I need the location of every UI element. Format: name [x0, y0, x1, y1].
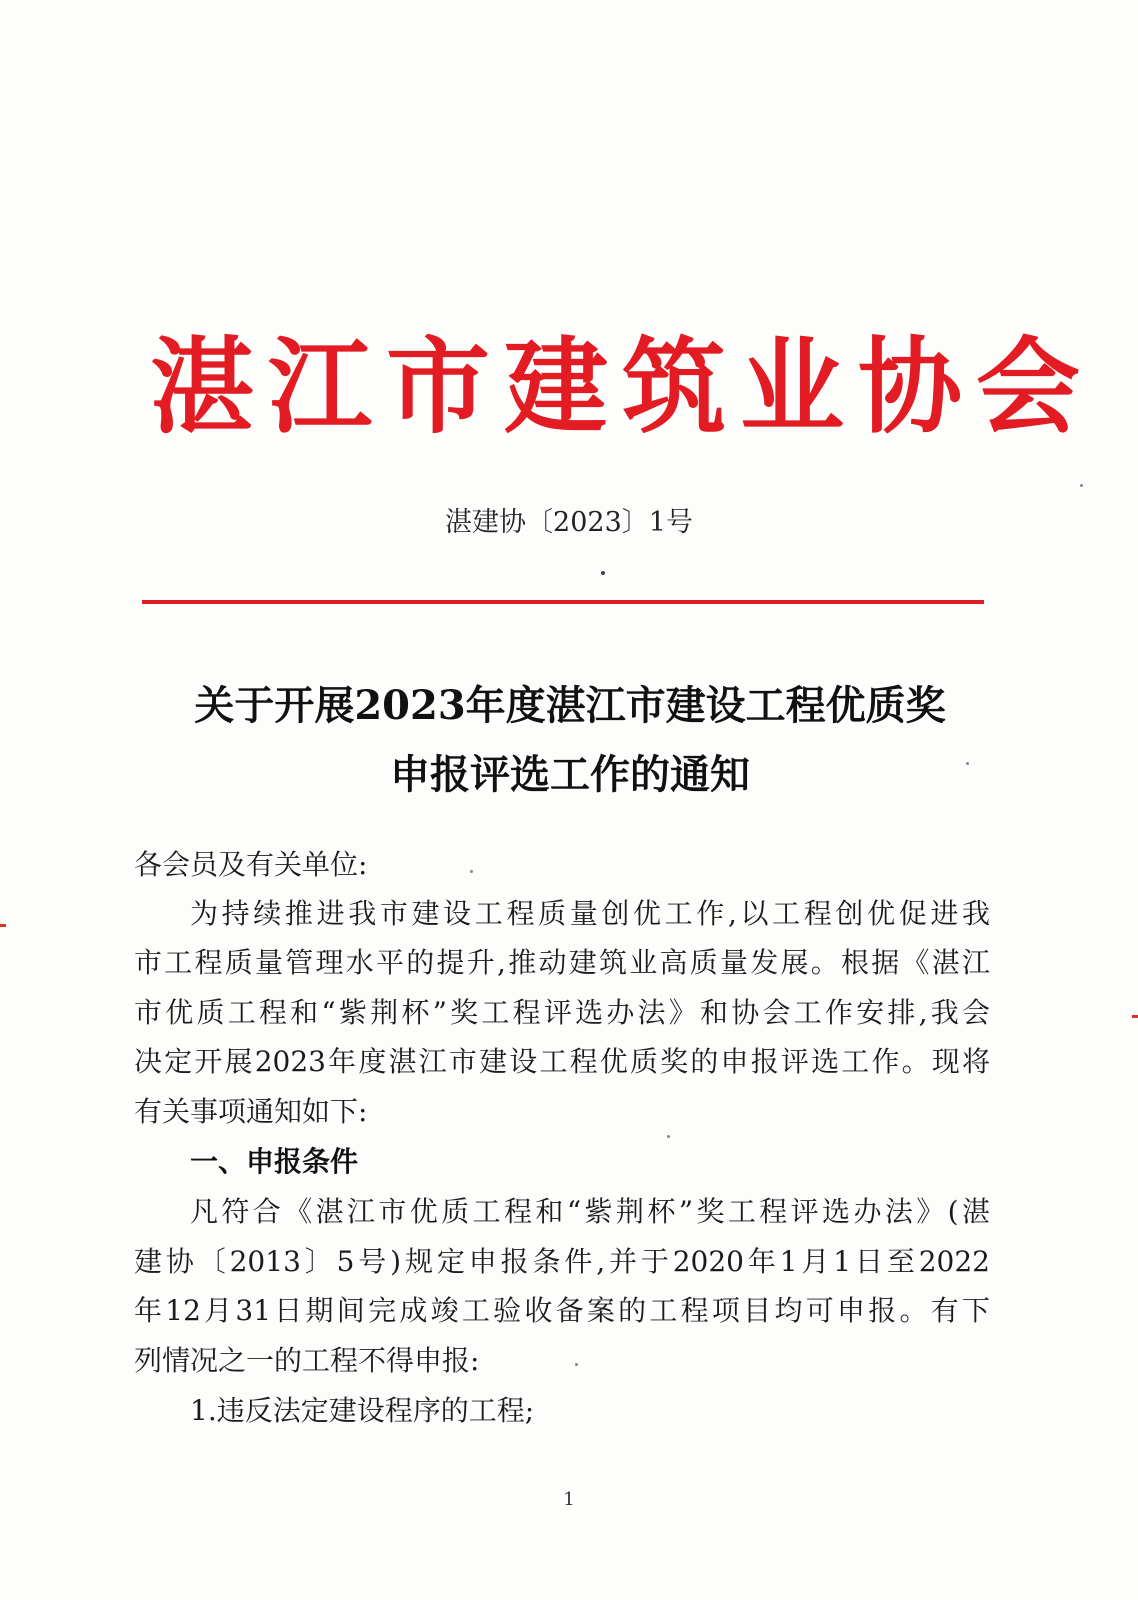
page-number: 1 [563, 1489, 575, 1510]
scan-edge-mark [0, 924, 6, 927]
scan-speck [470, 870, 473, 873]
scan-edge-mark [1132, 1015, 1138, 1018]
scan-speck [1080, 484, 1083, 487]
scan-speck [667, 1135, 670, 1138]
intro-line: 市工程质量管理水平的提升,推动建筑业高质量发展。根据《湛江 [134, 946, 990, 979]
section-line: 凡符合《湛江市优质工程和“紫荆杯”奖工程评选办法》(湛 [190, 1195, 990, 1228]
salutation: 各会员及有关单位: [134, 848, 368, 881]
intro-line: 决定开展2023年度湛江市建设工程优质奖的申报评选工作。现将 [134, 1045, 990, 1078]
section-line: 年12月31日期间完成竣工验收备案的工程项目均可申报。有下 [134, 1294, 990, 1327]
section-line: 建协〔2013〕5号)规定申报条件,并于2020年1月1日至2022 [134, 1245, 990, 1278]
document-title-line-2: 申报评选工作的通知 [390, 751, 750, 798]
intro-line: 为持续推进我市建设工程质量创优工作,以工程创优促进我 [190, 897, 990, 930]
intro-line: 有关事项通知如下: [134, 1095, 368, 1128]
document-number: 湛建协〔2023〕1号 [445, 507, 693, 538]
organization-header: 湛江市建筑业协会 [150, 325, 1095, 448]
section-line: 列情况之一的工程不得申报: [134, 1344, 480, 1377]
scan-speck [575, 1363, 578, 1366]
intro-line: 市优质工程和“紫荆杯”奖工程评选办法》和协会工作安排,我会 [134, 996, 990, 1029]
red-divider-line [142, 600, 984, 604]
list-item: 1.违反法定建设程序的工程; [190, 1394, 535, 1427]
document-title-line-1: 关于开展2023年度湛江市建设工程优质奖 [194, 682, 946, 729]
scan-speck [966, 762, 969, 765]
section-heading-application-conditions: 一、申报条件 [190, 1145, 359, 1178]
scan-dot [601, 571, 605, 575]
